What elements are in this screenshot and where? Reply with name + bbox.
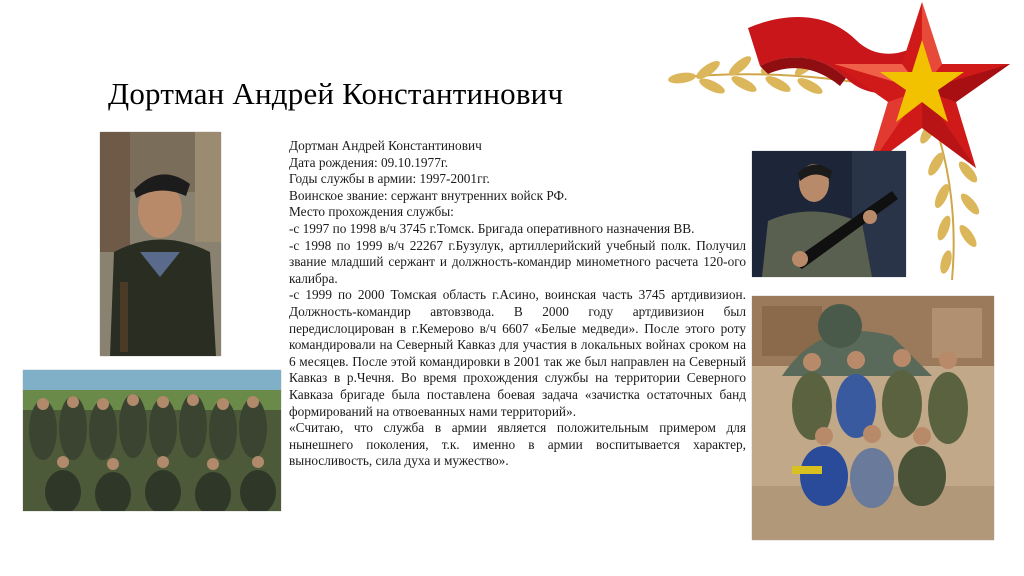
group-with-vehicle-photo (752, 296, 994, 540)
portrait-photo (100, 132, 221, 356)
group-photo-field (23, 370, 281, 511)
bio-quote: «Считаю, что служба в армии является положительным примером для нынешнего поколения, т.к. именно в армии воспитывается характер, выносливость, сила духа и мужество». (289, 420, 746, 469)
bio-place-heading: Место прохождения службы: (289, 204, 454, 220)
bio-rank: Воинское звание: сержант внутренних войск РФ. (289, 187, 568, 203)
soldier-with-rifle-photo (752, 151, 906, 277)
bio-name: Дортман Андрей Константинович (289, 138, 482, 153)
biography-text (289, 138, 746, 470)
bio-service-tomsk: -с 1997 по 1998 в/ч 3745 г.Томск. Бригада оперативного назначения ВВ. (289, 220, 695, 236)
bio-birth-date: Дата рождения: 09.10.1977г. (289, 154, 449, 170)
bio-service-asino: -с 1999 по 2000 Томская область г.Асино, воинская часть 3745 артдивизион. Должность-командир автовзвода. В 2000 году артдивизион был передислоцирован в г.Кемерово в/ч 6607 «Белые медведи». После этого роту командировали на Северный Кавказ для участия в локальных войнах сроком на 6 месяцев. После этой командировки в 2001 так же был направлен на Северный Кавказ в р.Чечня. Во время прохождения службы на территории Северного Кавказа бригаде была поставлена боевая задача «зачистка остаточных банд формирований на отвоеванных нами территорий». (289, 287, 746, 419)
page-title: Дортман Андрей Константинович (108, 76, 564, 111)
bio-service-buzuluk: -с 1998 по 1999 в/ч 22267 г.Бузулук, артиллерийский учебный полк. Получил звание младший сержант и должность-командир минометного расчета 120-ого калибра. (289, 237, 746, 286)
bio-service-years: Годы службы в армии: 1997-2001гг. (289, 171, 490, 187)
